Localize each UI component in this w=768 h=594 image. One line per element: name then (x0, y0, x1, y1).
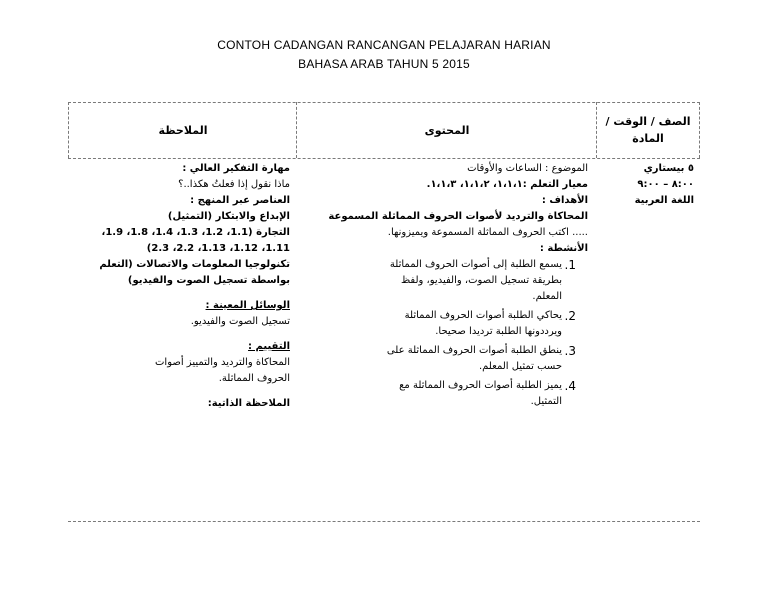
cross-curricular-label: العناصر عبر المنهج : (190, 195, 290, 206)
header-divider-content-class (596, 102, 597, 158)
activity-line: المعلم. (532, 291, 562, 302)
activity-item (292, 308, 576, 340)
activity-item (292, 378, 576, 410)
cross-curricular-item: 1.11، 1.12، 1.13، 2.2، 2.3) (146, 243, 290, 254)
assessment-label: التقييم : (248, 341, 290, 352)
activity-number: 4. (564, 379, 576, 393)
assessment-text: الحروف المماثلة. (218, 373, 290, 384)
activity-item (292, 257, 576, 305)
objective-1: المحاكاة والترديد لأصوات الحروف المماثلة المسموعة (328, 211, 588, 222)
document-title: CONTOH CADANGAN RANCANGAN PELAJARAN HARIAN (217, 38, 551, 52)
content-column (303, 161, 588, 410)
activity-line: يسمع الطلبة إلى أصوات الحروف المماثلة (389, 259, 562, 270)
header-divider-notes-content (296, 102, 297, 158)
class-column (600, 161, 694, 209)
header-notes: الملاحظة (158, 123, 208, 137)
document-subtitle: BAHASA ARAB TAHUN 5 2015 (298, 57, 470, 71)
assessment-text: المحاكاة والترديد والتمييز أصوات (155, 357, 290, 368)
class-name: ٥ بيستاري (643, 163, 694, 174)
lesson-time: ٨:٠٠ – ٩:٠٠ (637, 179, 694, 190)
activity-line: حسب تمثيل المعلم. (478, 361, 562, 372)
cross-curricular-item: بواسطة تسجيل الصوت والفيديو) (127, 275, 290, 286)
activity-line: بطريقة تسجيل الصوت، والفيديو، ولفظ (400, 275, 562, 286)
header-content: المحتوى (424, 123, 470, 137)
objectives-label: الأهداف : (541, 195, 588, 206)
cross-curricular-item: التجارة (1.1، 1.2، 1.3، 1.4، 1.8، 1.9، (101, 227, 290, 238)
teaching-aids-label: الوسائل المعينة : (205, 300, 290, 311)
topic: الموضوع : الساعات والأوقات (467, 163, 588, 174)
activities-label: الأنشطة : (539, 243, 588, 254)
activities-list (292, 257, 574, 410)
activity-number: 1. (564, 258, 576, 272)
activity-line: يحاكي الطلبة أصوات الحروف المماثلة (404, 310, 562, 321)
header-bottom-border (68, 158, 700, 159)
table-bottom-border (68, 521, 700, 522)
activity-item (292, 343, 576, 375)
self-reflection-label: الملاحظة الذاتية: (207, 398, 290, 409)
learning-standard: معيار التعلم :١،١،١، ١،١،٢، ١،١،٣. (426, 179, 588, 190)
hots-text: ماذا نقول إذا فعلتُ هكذا..؟ (178, 179, 290, 190)
header-divider-left (68, 102, 69, 158)
header-divider-right (699, 102, 700, 158)
header-class-time-subject: الصف / الوقت / المادة (605, 115, 691, 145)
objective-2: ..... اكتب الحروف المماثلة المسموعة ويميزونها. (387, 227, 588, 238)
activity-number: 3. (564, 344, 576, 358)
subject-name: اللغة العربية (634, 195, 694, 206)
hots-label: مهارة التفكير العالي : (182, 163, 290, 174)
activity-line: ينطق الطلبة أصوات الحروف المماثلة على (386, 345, 562, 356)
activity-line: التمثيل. (530, 396, 562, 407)
activity-number: 2. (564, 309, 576, 323)
notes-column (78, 161, 290, 412)
activity-line: ويرددونها الطلبة ترديدا صحيحا. (435, 326, 562, 337)
activity-line: يميز الطلبة أصوات الحروف المماثلة مع (399, 380, 562, 391)
teaching-aids-text: تسجيل الصوت والفيديو. (190, 316, 290, 327)
cross-curricular-item: الإبداع والابتكار (التمثيل) (167, 211, 290, 222)
cross-curricular-item: تكنولوجيا المعلومات والاتصالات (التعلم (99, 259, 290, 270)
